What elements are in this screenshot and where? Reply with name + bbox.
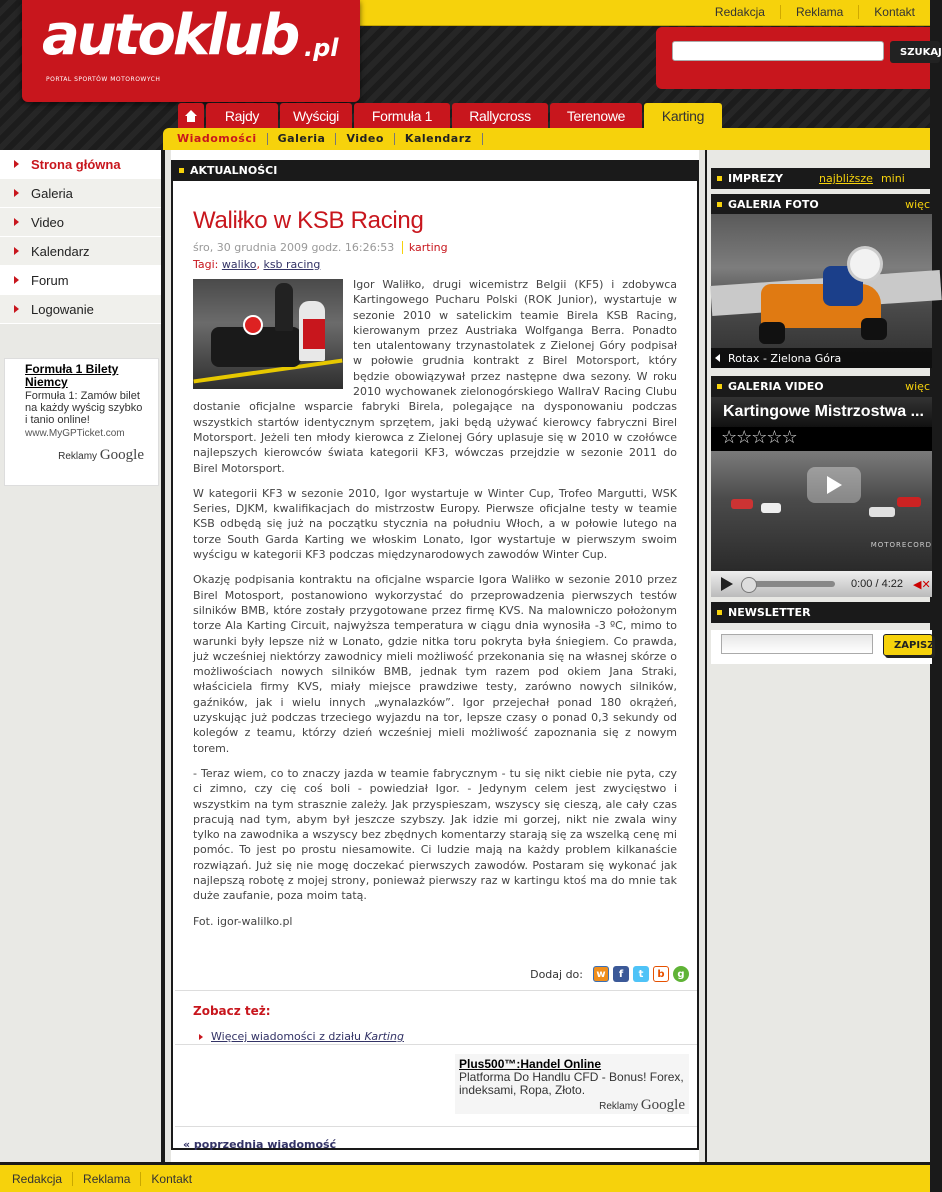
newsletter-title: NEWSLETTER [728, 606, 811, 619]
sidebar-item-label: Strona główna [31, 156, 121, 172]
subnav-video[interactable]: Video [346, 133, 394, 145]
facebook-icon[interactable]: f [613, 966, 629, 982]
top-link-reklama[interactable]: Reklama [780, 5, 858, 19]
site-header [0, 0, 942, 150]
subnav-kalendarz[interactable]: Kalendarz [405, 133, 483, 145]
left-sidebar [0, 150, 163, 1162]
sidebar-item-forum[interactable] [0, 266, 161, 295]
ads-by-google-label[interactable] [459, 1097, 685, 1114]
bullet-icon [717, 202, 722, 207]
subnav-galeria[interactable]: Galeria [278, 133, 337, 145]
sidebar-item-video[interactable] [0, 208, 161, 237]
galeria-video-title: GALERIA VIDEO [728, 380, 824, 393]
see-also-link-prefix: Więcej wiadomości z działu [211, 1030, 365, 1043]
bullet-icon [717, 384, 722, 389]
section-title: AKTUALNOŚCI [190, 164, 278, 177]
bullet-icon [717, 610, 722, 615]
tab-karting[interactable]: Karting [644, 103, 722, 128]
search-panel [656, 27, 942, 89]
top-bar [360, 0, 930, 26]
see-also [193, 1004, 683, 1043]
article-title: Waliłko w KSB Racing [193, 207, 424, 234]
sidebar-item-kalendarz[interactable] [0, 237, 161, 266]
google-logo: Google [640, 1097, 685, 1113]
ads-label: Reklamy [58, 451, 98, 462]
photo-caption-text: Rotax - Zielona Góra [728, 351, 842, 365]
google-logo: Google [99, 447, 144, 463]
sidebar-item-logowanie[interactable] [0, 295, 161, 324]
play-icon[interactable] [721, 577, 733, 591]
video-watermark: MOTORECORD [870, 541, 932, 549]
arrow-right-icon [14, 247, 19, 255]
newsletter-email-input[interactable] [721, 634, 873, 654]
sidebar-ad-title[interactable]: Formuła 1 Bilety Niemcy [25, 362, 119, 389]
tag-link[interactable]: waliko [221, 258, 257, 271]
article-paragraph: W kategorii KF3 w sezonie 2010, Igor wystartuje w Winter Cup, Trofeo Margutti, WSK Series, DJKM, kwalifikacjach do mistrzostw Europy. Pierwsze oficjalne testy w teamie KSB odbędą się już na początku stycznia na południu Włoch, a w połowie lutego na torze South Garda Karting we włoskim Lonato, Igor wystartuje w pierwszym swoim wyścigu w kategorii KF3 podczas międzynarodowych zawodów Winter Cup. [193, 486, 677, 562]
article-photo[interactable] [193, 279, 343, 389]
arrow-left-icon[interactable] [715, 354, 720, 362]
article-meta [193, 241, 677, 254]
footer-link-kontakt[interactable]: Kontakt [151, 1171, 193, 1186]
site-footer [0, 1162, 930, 1192]
sidebar-ad-url[interactable]: www.MyGPTicket.com [25, 428, 125, 439]
play-overlay-icon[interactable] [807, 467, 861, 503]
twitter-icon[interactable]: t [633, 966, 649, 982]
see-also-link[interactable] [193, 1030, 683, 1043]
top-links [700, 5, 930, 19]
tab-rajdy[interactable]: Rajdy [206, 103, 278, 128]
see-also-link-text [211, 1030, 404, 1043]
tag-link[interactable]: ksb racing [263, 258, 321, 271]
imprezy-header [711, 168, 932, 189]
article-paragraph: Igor Waliłko, drugi wicemistrz Belgii (KF5) i zdobywca Kartingowego Pucharu Polski (ROK Junior), wystartuje w sezonie 2010 w satelickim teamie Birela KSB Racing, kierowanym przez Austriaka Wolfganga Berra. Ponadto ten utalentowany trzynastolatek z Zielonej Góry podpisał w połowie grudnia kontrakt z Birel Motorsport, który będzie obowiązywał przez następne dwa sezony. W roku 2010 wychowanek zielonogórskiego WallraV Racing Clubu dostanie oficjalne wsparcie fabryki Birela, polegające na dysponowaniu podczas wszystkich startów identycznym sprzętem, jaki będą używać kierowcy fabryczni Birel Motorsport. Jeżeli ten młody kierowca z Zielonej Góry uplasuje się w 2010 w czołówce najlepszych kierowców świata kategorii KF3, wówczas przejdzie w sezonie 2011 do Birel Motorsport. [193, 278, 677, 475]
tab-terenowe[interactable]: Terenowe [550, 103, 642, 128]
video-player[interactable] [711, 397, 932, 597]
sidebar-ad-text: Formuła 1: Zamów bilet na każdy wyścig szybko i tanio online! [25, 390, 143, 426]
bullet-icon [179, 168, 184, 173]
sidebar-item-galeria[interactable] [0, 179, 161, 208]
footer-link-reklama[interactable]: Reklama [73, 1172, 141, 1186]
sidebar-item-label: Video [31, 214, 65, 230]
imprezy-minione-link[interactable]: mini [880, 172, 905, 185]
share-label: Dodaj do: [530, 967, 583, 981]
sidebar-ad [4, 358, 159, 486]
galeria-foto-more-link[interactable]: więc [905, 198, 930, 211]
sidebar-item-label: Logowanie [31, 301, 94, 317]
logo-suffix: .pl [304, 34, 339, 62]
main-nav [178, 103, 724, 128]
tab-rallycross[interactable]: Rallycross [452, 103, 548, 128]
divider [175, 990, 697, 991]
article-paragraph: - Teraz wiem, co to znaczy jazda w teamie fabrycznym - tu się nikt ciebie nie pyta, czy ci zimno, czy cię coś boli - powiedział Igor. - Jedynym celem jest zwycięstwo i wszystkim na tym strasznie zależy. Jak przyspieszam, wszyscy się cieszą, ale cały czas pracują nad tym, abym był jeszcze szybszy. Jak idzie mi gorzej, nikt nie zwala winy tylko na zawodnika a wszyscy bez zbędnych komentarzy starają się za wszelką cenę mi pomóc. To jest po prostu niesamowite. Ci ludzie mają na każdy problem kilkanaście rozwiązań. Już się nie mogę doczekać pierwszych zawodów. Postaram się wykonać jak najlepszą robotę z mojej strony, ponieważ pierwszy raz w kartingu ktoś ma do mnie tak duże zaufanie, poza moim tatą. [193, 766, 677, 903]
sidebar-item-label: Galeria [31, 185, 73, 201]
video-time: 0:00 / 4:22 [851, 578, 903, 590]
logo-tagline: PORTAL SPORTÓW MOTOROWYCH [46, 76, 161, 83]
seek-slider[interactable] [745, 581, 835, 587]
video-title[interactable]: Kartingowe Mistrzostwa ... [711, 397, 932, 427]
content-ad [455, 1054, 689, 1114]
photo-caption[interactable] [711, 348, 932, 368]
search-input[interactable] [672, 41, 884, 61]
divider [175, 1044, 697, 1045]
ads-by-google-label[interactable] [25, 447, 144, 464]
see-also-title: Zobacz też: [193, 1004, 271, 1018]
photo-gallery-image[interactable] [711, 214, 932, 368]
divider [175, 1126, 697, 1127]
news-panel [171, 160, 699, 1150]
tab-formula-1[interactable]: Formuła 1 [354, 103, 450, 128]
arrow-right-icon [14, 276, 19, 284]
gadu-icon[interactable]: g [673, 966, 689, 982]
article-body [193, 277, 677, 929]
top-link-kontakt[interactable]: Kontakt [858, 5, 930, 19]
photo-credit: Fot. igor-walilko.pl [193, 914, 293, 928]
arrow-right-icon [14, 305, 19, 313]
sidebar-item-label: Kalendarz [31, 243, 90, 259]
sidebar-item-label: Forum [31, 272, 69, 288]
search-button[interactable]: SZUKAJ [890, 41, 940, 63]
imprezy-najblizsze-link[interactable]: najbliższe [819, 172, 873, 185]
content-ad-text: Platforma Do Handlu CFD - Bonus! Forex, indeksami, Ropa, Złoto. [459, 1070, 684, 1097]
wykop-icon[interactable]: w [593, 966, 609, 982]
newsletter-header [711, 602, 932, 623]
galeria-video-header [711, 376, 932, 397]
footer-link-redakcja[interactable]: Redakcja [2, 1172, 73, 1186]
arrow-right-icon [14, 189, 19, 197]
tags-label: Tagi: [193, 258, 219, 271]
main-content [165, 150, 705, 1162]
top-link-redakcja[interactable]: Redakcja [714, 5, 765, 19]
newsletter-subscribe-button[interactable]: ZAPISZ [883, 634, 933, 656]
section-header [173, 160, 697, 181]
rating-stars-icon[interactable]: ☆☆☆☆☆ [721, 427, 797, 448]
galeria-foto-header [711, 194, 932, 215]
article-date: śro, 30 grudnia 2009 godz. 16:26:53 [193, 241, 395, 254]
video-controls [711, 571, 932, 597]
tab-wyscigi[interactable]: Wyścigi [280, 103, 352, 128]
previous-news-link[interactable]: « poprzednia wiadomość [183, 1138, 337, 1151]
subnav-wiadomosci[interactable]: Wiadomości [177, 133, 268, 145]
see-also-link-section: Karting [364, 1030, 404, 1043]
galeria-foto-title: GALERIA FOTO [728, 198, 819, 211]
arrow-right-icon [14, 160, 19, 168]
arrow-right-icon [199, 1034, 203, 1040]
galeria-video-more-link[interactable]: więc [905, 380, 930, 393]
article-tags: Tagi: waliko, ksb racing [193, 258, 321, 271]
article [173, 207, 697, 929]
bullet-icon [717, 176, 722, 181]
share-row [530, 966, 689, 982]
article-paragraph: Okazję podpisania kontraktu na oficjalne wsparcie Igora Waliłko w sezonie 2010 przez Birel Motosport, postanowiono wykorzystać do przeprowadzenia pierwszych testów silników BMB, które zostały przygotowane przez firmę KVS. Na malowniczo położonym torze Ala Karting Circuit, najwyższa temperatura w ciągu dnia wynosiła -3 ºC, mimo to warunki były lepsze niż w Lonato, gdzie nitka toru pokryta była śniegiem. Co prawda, już wcześniej niektórzy zawodnicy mieli możliwość przekonania się na własnej skórze o możliwościach nowych silników BMB, jednak tym razem pod okiem Jana Straki, właściciela firmy KVS, miały miejsce prawdziwe testy, zarówno nowych silników, gaźników, jak i wielu innych „wynalazków”. Igor przejechał ponad 180 okrążeń, uzyskując już podczas trzeciego wyjazdu na tor, lepsze czasy o ponad 0,3 sekundy od kolegów z teamu, którzy dzień wcześniej mieli możliwość zapoznania się z nowym torem. [193, 573, 677, 755]
home-tab[interactable] [178, 103, 204, 128]
sidebar-item-strona-glowna[interactable] [0, 150, 161, 179]
mute-icon[interactable]: ◀✕ [913, 577, 931, 591]
newsletter-form [711, 630, 935, 664]
article-category[interactable]: karting [402, 241, 448, 254]
arrow-right-icon [14, 218, 19, 226]
right-sidebar [705, 150, 935, 1162]
blip-icon[interactable]: b [653, 966, 669, 982]
content-ad-title[interactable]: Plus500™:Handel Online [459, 1057, 602, 1071]
logo-text: autoklub [42, 3, 298, 68]
ads-label: Reklamy [599, 1101, 639, 1112]
imprezy-title: IMPREZY [728, 172, 784, 185]
home-icon [184, 110, 198, 122]
site-logo[interactable] [22, 0, 360, 102]
sub-nav [163, 128, 930, 150]
